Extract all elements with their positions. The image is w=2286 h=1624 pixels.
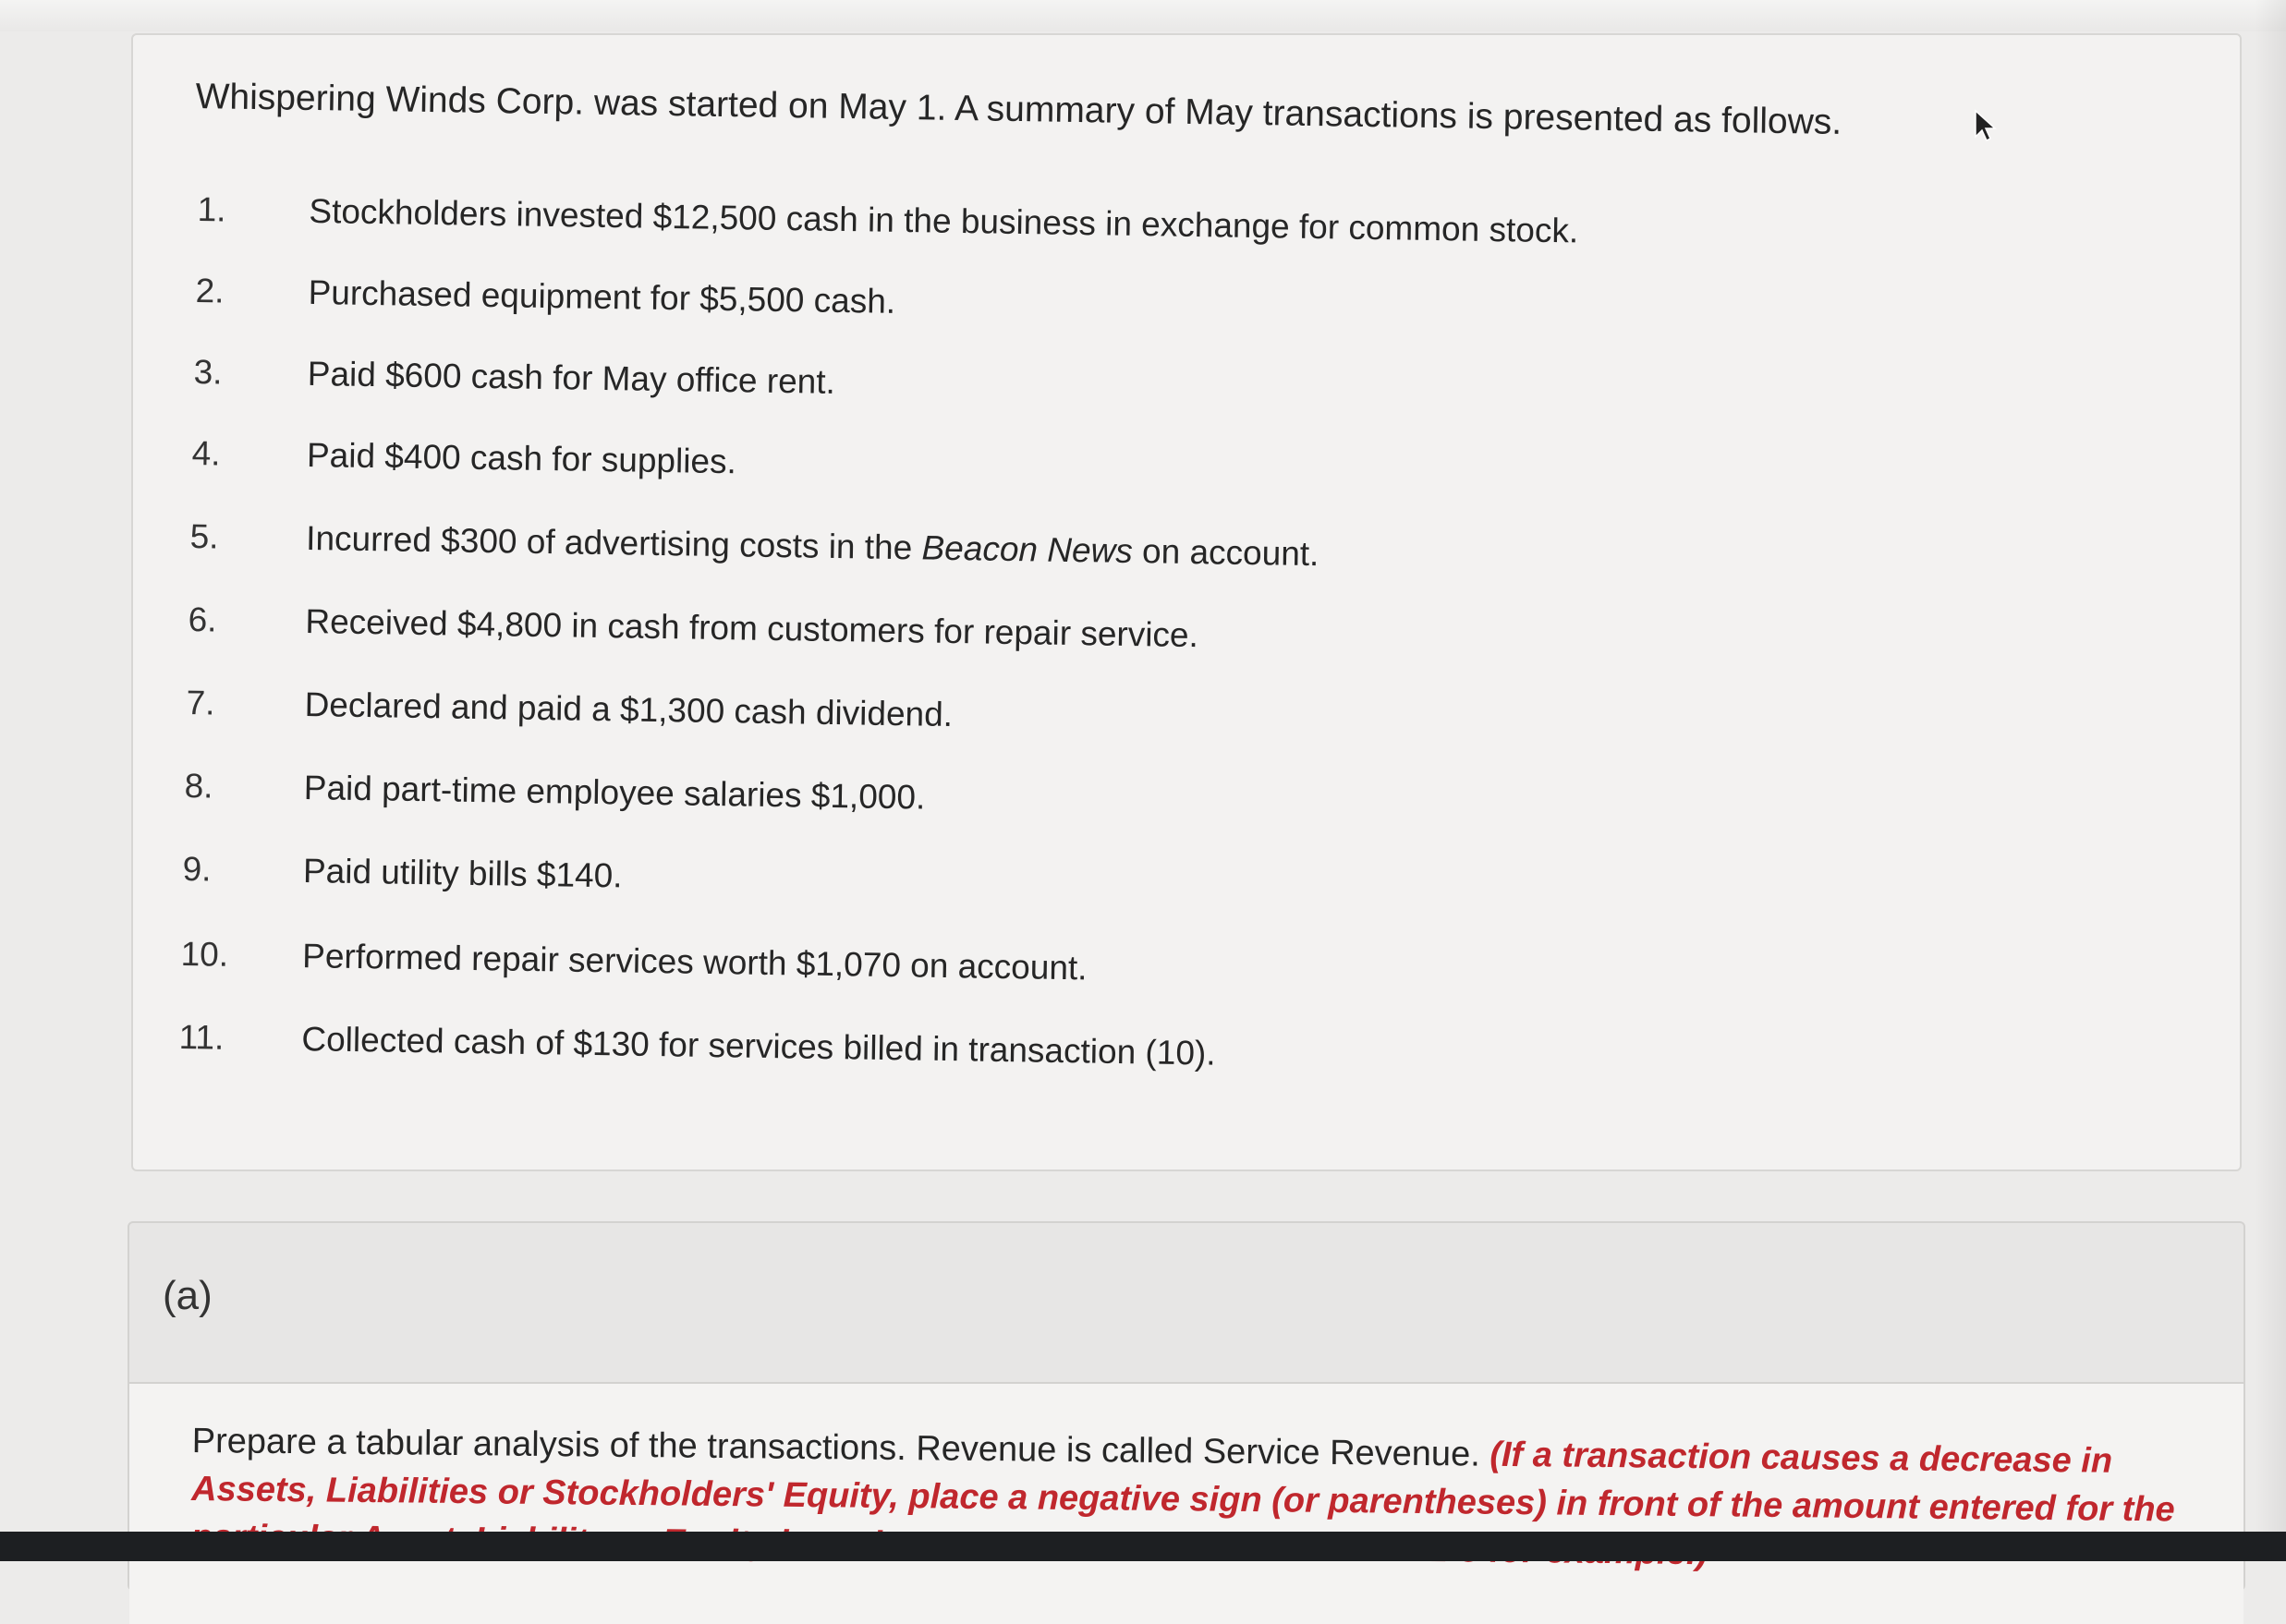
transaction-text-main: Declared and paid a $1,300 cash dividend.	[304, 685, 954, 734]
right-edge-shadow	[2255, 0, 2286, 1561]
transaction-number: 7.	[186, 684, 215, 722]
transaction-text-main: Incurred $300 of advertising costs in the	[305, 518, 922, 567]
transaction-item	[189, 517, 1761, 598]
instruction-main: Prepare a tabular analysis of the transactions. Revenue is called Service Revenue.	[191, 1421, 1480, 1474]
transaction-item	[182, 850, 1754, 930]
transaction-item	[186, 684, 1757, 764]
transaction-number: 5.	[189, 517, 219, 556]
transaction-item	[188, 600, 1759, 681]
bottom-bar	[0, 1532, 2286, 1561]
transaction-text-main: Paid part-time employee salaries $1,000.	[303, 769, 926, 817]
transaction-text-main: Received $4,800 in cash from customers for repair service.	[305, 601, 1199, 655]
transaction-text	[306, 519, 1319, 574]
transaction-list	[178, 190, 1850, 1133]
transaction-item	[178, 1018, 1750, 1098]
instruction-panel	[129, 1382, 2243, 1624]
transaction-text-main: Collected cash of $130 for services billed in transaction (10).	[301, 1020, 1216, 1073]
mouse-pointer-icon	[1974, 109, 2000, 142]
top-strip	[0, 0, 2286, 31]
transaction-number: 11.	[178, 1018, 225, 1057]
transaction-item	[180, 935, 1752, 1015]
transaction-number: 9.	[182, 850, 212, 889]
instruction-note: (If a transaction causes a decrease in Assets, Liabilities or Stockholders' Equity, place a negative sign (or parentheses) in front of the amount entered for the	[190, 1435, 2175, 1530]
transaction-text	[302, 937, 1088, 988]
transaction-item	[184, 767, 1756, 847]
transaction-text	[309, 192, 1578, 251]
transaction-text	[308, 355, 836, 402]
problem-intro: Whispering Winds Corp. was started on May 1. A summary of May transactions is presented as follows.	[195, 76, 1842, 142]
transaction-text-main: Paid utility bills $140.	[302, 852, 623, 895]
transaction-text	[305, 602, 1198, 655]
transaction-text-main: Stockholders invested $12,500 cash in the business in exchange for common stock.	[309, 191, 1579, 250]
transaction-item	[195, 272, 1767, 352]
transaction-text-main: Performed repair services worth $1,070 on account.	[301, 937, 1088, 988]
transaction-text	[303, 852, 623, 895]
transaction-text	[301, 1020, 1216, 1073]
transaction-number: 10.	[180, 935, 229, 974]
transaction-number: 3.	[193, 353, 223, 392]
transaction-text-main: Purchased equipment for $5,500 cash.	[308, 273, 896, 321]
transaction-text-main: Paid $400 cash for supplies.	[306, 435, 737, 481]
transaction-number: 2.	[195, 272, 225, 310]
transaction-number: 8.	[184, 767, 213, 806]
transaction-item	[193, 353, 1765, 433]
transaction-number: 6.	[188, 600, 217, 639]
transaction-text	[304, 769, 926, 818]
transaction-text	[308, 273, 895, 321]
part-label: (a)	[163, 1273, 213, 1318]
transaction-text-end: on account.	[1132, 532, 1319, 574]
transaction-text	[304, 685, 953, 734]
problem-statement-card	[131, 33, 2242, 1171]
transaction-number: 1.	[197, 190, 226, 229]
transaction-number: 4.	[191, 434, 221, 473]
transaction-item	[197, 190, 1769, 271]
transaction-text	[307, 436, 736, 481]
transaction-text-main: Paid $600 cash for May office rent.	[307, 354, 836, 401]
transaction-item	[191, 434, 1763, 515]
publication-name: Beacon News	[921, 528, 1134, 571]
